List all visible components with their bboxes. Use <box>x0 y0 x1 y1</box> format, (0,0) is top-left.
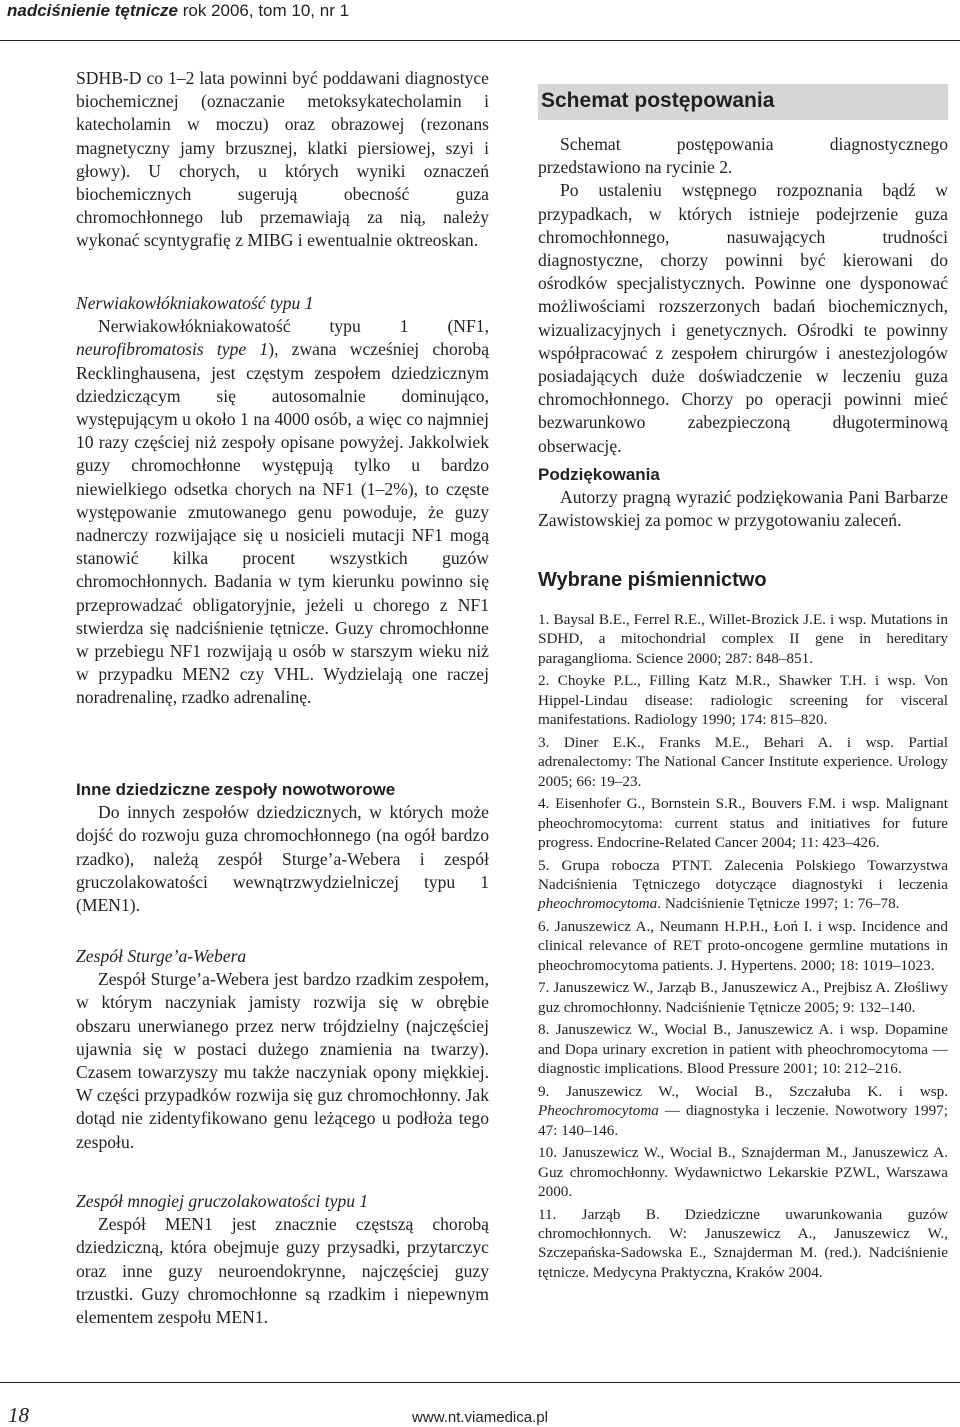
nf1-body-a: Nerwiakowłókniakowatość typu 1 (NF1, <box>98 316 489 337</box>
reference-item <box>538 1020 948 1078</box>
journal-header <box>7 0 349 21</box>
nf1-body-b: ), zwana wcześniej chorobą Recklinghausena, jest częstym zespołem dziedzicznym dziedziczącym się autosomalnie dominująco, występującym u około 1 na 4000 osób, a więc co najmniej 10 razy częściej niż zespoły opisane powyżej. Jakkolwiek guzy chromochłonne występują tylko u bardzo niewielkiego odsetka chorych na NF1 (1–2%), to częste występowanie zmutowanego genu powoduje, że guzy nadnerczy rozwijające się u nosicieli mutacji NF1 mogą stanowić kilka procent wszystkich guzów chromochłonnych. Badania w tym kierunku powinno się przeprowadzać obligatoryjnie, jeżeli u chorego z NF1 stwierdza się nadciśnienie tętnicze. Guzy chromochłonne w przebiegu NF1 rozwijają u osób w starszym wieku niż w przypadku MEN2 czy VHL. Wydzielają one raczej noradrenalinę, rzadko adrenalinę. <box>76 339 489 708</box>
references-list <box>538 610 948 1282</box>
schema-title-box <box>538 84 948 120</box>
schema-paragraph-1 <box>538 133 948 179</box>
reference-text: 8. Januszewicz W., Wocial B., Januszewicz A. i wsp. Dopamine and Dopa urinary excretion in patient with pheochromocytoma — diagnostic implications. Blood Pressure 2001; 10: 212–216. <box>538 1021 948 1078</box>
section-men1 <box>76 1190 489 1329</box>
footer-url[interactable]: www.nt.viamedica.pl <box>412 1409 548 1426</box>
section-schema <box>538 133 948 458</box>
journal-name: nadciśnienie tętnicze <box>7 1 178 20</box>
reference-text-tail: — diagnostyka i leczenie. Nowotwory 1997; 47: 140–146. <box>538 1102 948 1139</box>
schema-p2-text: Po ustaleniu wstępnego rozpoznania bądź w przypadkach, w których istnieje podejrzenie guza chromochłonnego, nasuwających trudności diagnostyczne, chorzy powinni być kierowani do ośrodków specjalistycznych. Powinne one dysponować możliwościami rozszerzonych badań biochemicznych, wizualizacyjnych i genetycznych. Ośrodki te powinny współpracować z zespołem chirurgów i anestezjologów posiadających duże doświadczenie w leczeniu guza chromochłonnego. Chorzy po operacji powinni mieć bezwarunkowo zabezpieczoną długoterminową obserwację. <box>538 180 948 456</box>
section-nf1 <box>76 292 489 710</box>
men1-heading: Zespół mnogiej gruczolakowatości typu 1 <box>76 1191 369 1211</box>
acknowledgements-heading: Podziękowania <box>538 465 660 484</box>
section-sturge-weber <box>76 945 489 1154</box>
men1-text: Zespół MEN1 jest znacznie częstszą chorobą dziedziczną, która obejmuje guzy przysadki, przytarczyc oraz inne guzy neuroendokrynne, najczęściej guzy trzustki. Guzy chromochłonne są rzadkim i niepewnym elementem zespołu MEN1. <box>76 1214 489 1328</box>
reference-item <box>538 978 948 1017</box>
other-syndromes-text: Do innych zespołów dziedzicznych, w których może dojść do rozwoju guza chromochłonnego (na ogół bardzo rzadko), należą zespół Sturge’a-Webera i zespół gruczolakowatości wewnątrzwydzielniczej typu 1 (MEN1). <box>76 802 489 916</box>
references-heading: Wybrane piśmiennictwo <box>538 569 767 591</box>
reference-text: 2. Choyke P.L., Filling Katz M.R., Shawker T.H. i wsp. Von Hippel-Lindau disease: radiologic screening for visceral manifestations. Radiology 1990; 174: 815–820. <box>538 672 948 729</box>
acknowledgements-text: Autorzy pragną wyrazić podziękowania Pani Barbarze Zawistowskiej za pomoc w przygotowaniu zaleceń. <box>538 487 948 531</box>
reference-text: 10. Januszewicz W., Wocial B., Sznajderman M., Januszewicz A. Guz chromochłonny. Wydawnictwo Lekarskie PZWL, Warszawa 2000. <box>538 1144 948 1201</box>
reference-text: 7. Januszewicz W., Jarząb B., Januszewicz A., Prejbisz A. Złośliwy guz chromochłonny. Nadciśnienie Tętnicze 2005; 9: 132–140. <box>538 979 948 1016</box>
sturge-weber-heading: Zespół Sturge’a-Webera <box>76 946 247 966</box>
sturge-weber-text: Zespół Sturge’a-Webera jest bardzo rzadkim zespołem, w którym naczyniak jamisty rozwija się w obrębie obszaru unerwianego przez nerw trójdzielny (najczęściej ujawnia się w postaci dużego znamienia na twarzy). Czasem towarzyszy mu także naczyniak opony miękkiej. W części przypadków rozwija się guz chromochłonny. Jak dotąd nie zidentyfikowano genu leżącego u podłoża tego zespołu. <box>76 969 489 1152</box>
reference-italic: pheochromocytoma <box>538 895 658 913</box>
reference-item <box>538 610 948 668</box>
paragraph-sdhb <box>76 67 489 253</box>
journal-issue: rok 2006, tom 10, nr 1 <box>182 1 350 20</box>
reference-item <box>538 1143 948 1201</box>
reference-item <box>538 794 948 852</box>
section-references <box>538 567 948 1285</box>
reference-item <box>538 1205 948 1283</box>
schema-paragraph-2 <box>538 179 948 457</box>
paragraph-text: SDHB-D co 1–2 lata powinni być poddawani diagnostyce biochemicznej (oznaczanie metoksykatecholamin i katecholamin w moczu) oraz obrazowej (rezonans magnetyczny jamy brzusznej, klatki piersiowej, szyi i głowy). U chorych, u których wyniki oznaczeń biochemicznych sugerują obecność guza chromochłonnego lub przemawiają za nią, należy wykonać scyntygrafię z MIBG i ewentualnie oktreoskan. <box>76 68 489 251</box>
sturge-weber-body <box>76 968 489 1154</box>
nf1-heading: Nerwiakowłókniakowatość typu 1 <box>76 293 314 313</box>
nf1-body <box>76 315 489 709</box>
other-syndromes-body <box>76 801 489 917</box>
reference-text: 1. Baysal B.E., Ferrel R.E., Willet-Brozick J.E. i wsp. Mutations in SDHD, a mitochondrial complex II gene in hereditary paraganglioma. Science 2000; 287: 848–851. <box>538 611 948 667</box>
reference-text: 11. Jarząb B. Dziedziczne uwarunkowania guzów chromochłonnych. W: Januszewicz A., Januszewicz W., Szczepańska-Sadowska E., Sznajderman M. (red.). Nadciśnienie tętnicze. Medycyna Praktyczna, Kraków 2004. <box>538 1205 948 1281</box>
reference-text: 9. Januszewicz W., Wocial B., Szczałuba K. i wsp. <box>538 1082 948 1100</box>
other-syndromes-heading: Inne dziedziczne zespoły nowotworowe <box>76 780 396 799</box>
men1-body <box>76 1213 489 1329</box>
footer-rule <box>0 1382 960 1383</box>
reference-item <box>538 917 948 975</box>
running-header <box>0 0 960 41</box>
schema-title: Schemat postępowania <box>541 89 775 112</box>
reference-item <box>538 733 948 791</box>
reference-text: 4. Eisenhofer G., Bornstein S.R., Bouvers F.M. i wsp. Malignant pheochromocytoma: current status and initiatives for future progress. Endocrine-Related Cancer 2004; 11: 423–426. <box>538 795 948 852</box>
schema-p1-text: Schemat postępowania diagnostycznego przedstawiono na rycinie 2. <box>538 134 948 178</box>
reference-item <box>538 1082 948 1140</box>
acknowledgements-body <box>538 486 948 532</box>
reference-item <box>538 671 948 729</box>
reference-text: 3. Diner E.K., Franks M.E., Behari A. i wsp. Partial adrenalectomy: The National Cancer Institute experience. Urology 2005; 66: 19–23. <box>538 733 948 790</box>
reference-italic: Pheochromocytoma <box>538 1102 659 1120</box>
reference-text: 6. Januszewicz A., Neumann H.P.H., Łoń I. i wsp. Incidence and clinical relevance of RET proto-oncogene germline mutations in pheochromocytoma patients. J. Hypertens. 2000; 18: 1019–1023. <box>538 918 948 974</box>
reference-item <box>538 856 948 914</box>
page-number: 18 <box>8 1403 29 1427</box>
reference-text-tail: . Nadciśnienie Tętnicze 1997; 1: 76–78. <box>657 895 900 913</box>
section-other-syndromes <box>76 778 489 917</box>
nf1-body-italic: neurofibromatosis type 1 <box>76 339 269 360</box>
section-acknowledgements <box>538 463 948 533</box>
reference-text: 5. Grupa robocza PTNT. Zalecenia Polskiego Towarzystwa Nadciśnienia Tętniczego dotyczące diagnostyki i leczenia <box>538 856 948 894</box>
